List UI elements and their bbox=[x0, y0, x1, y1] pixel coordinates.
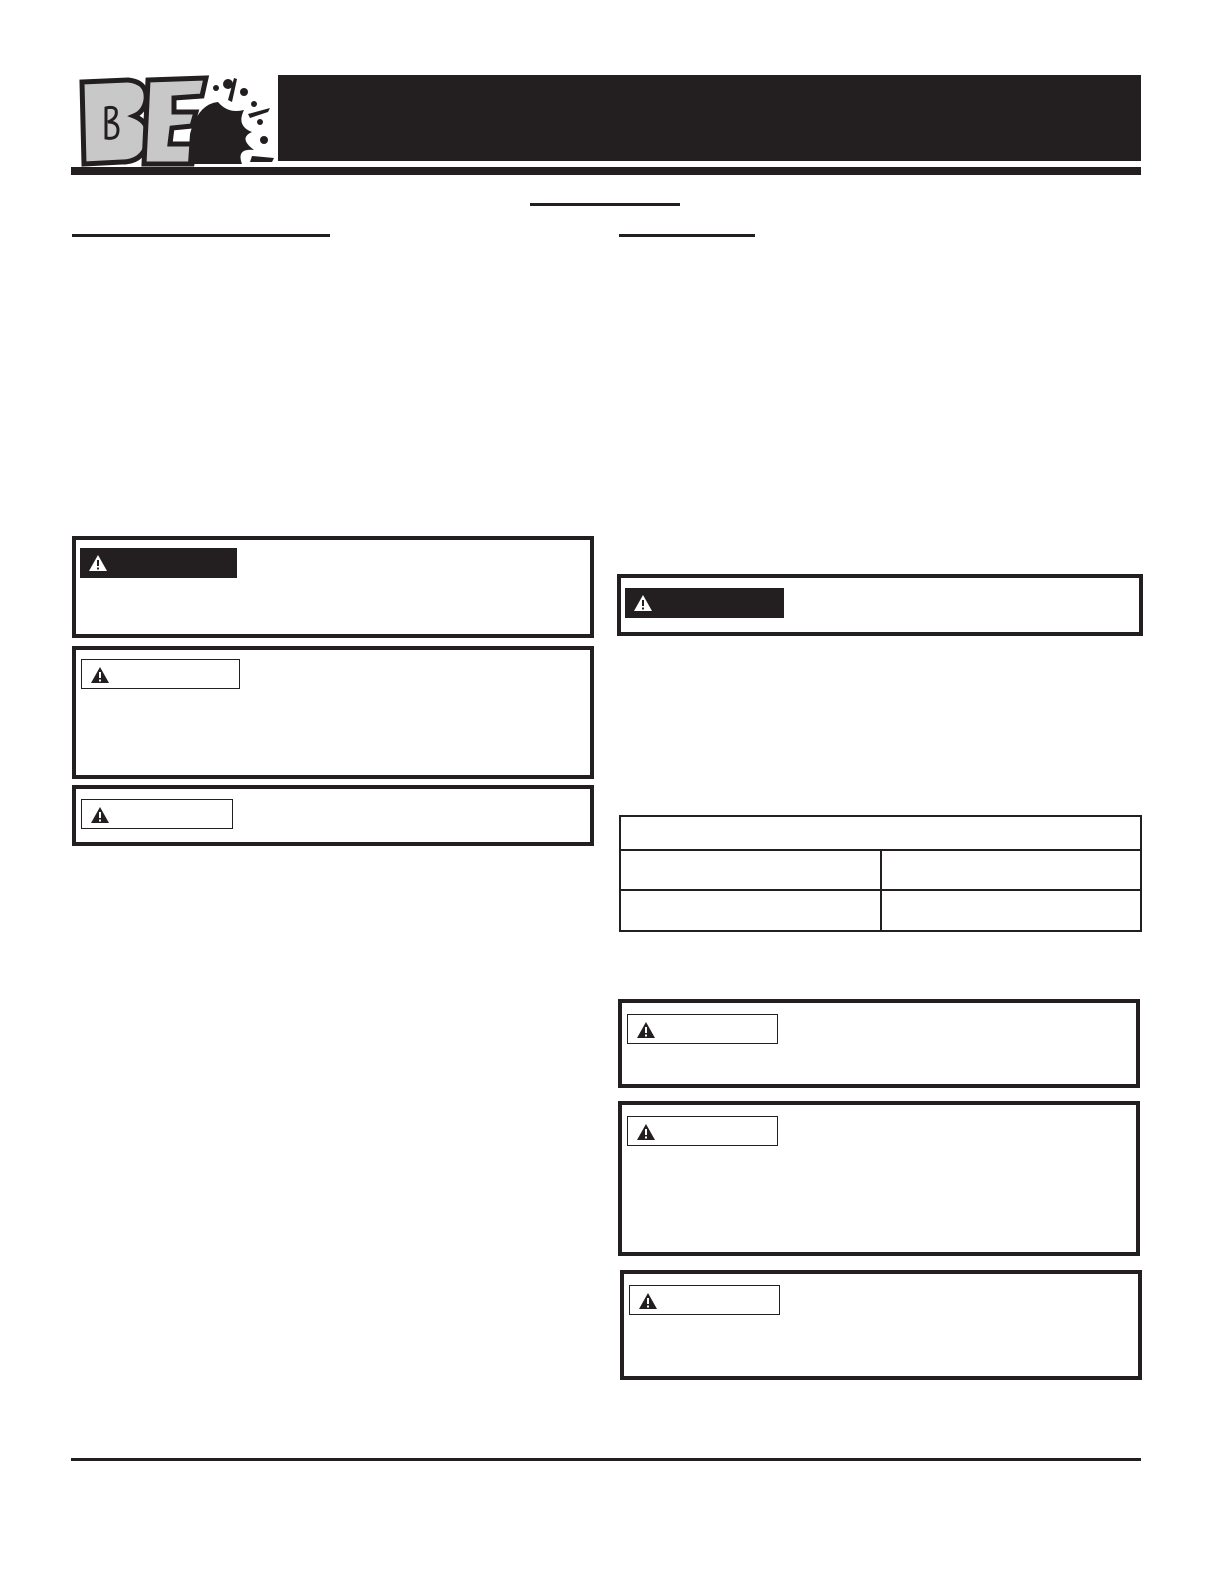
brand-logo bbox=[78, 74, 278, 168]
warning-triangle-icon bbox=[90, 666, 110, 684]
left-heading-underline bbox=[72, 234, 330, 237]
header-divider bbox=[71, 167, 1141, 175]
caution-signal-tag bbox=[627, 1116, 778, 1146]
caution-box bbox=[618, 1101, 1140, 1256]
warning-triangle-icon bbox=[636, 1123, 656, 1141]
caution-box bbox=[618, 999, 1140, 1088]
right-heading-underline bbox=[619, 234, 755, 237]
spec-table bbox=[619, 815, 1142, 932]
warning-box bbox=[617, 574, 1143, 636]
caution-signal-tag bbox=[629, 1285, 780, 1315]
table-column-divider bbox=[880, 850, 882, 930]
warning-signal-tag bbox=[80, 548, 237, 578]
warning-triangle-icon bbox=[90, 806, 110, 824]
caution-box bbox=[72, 646, 594, 779]
header-title-bar bbox=[278, 75, 1141, 161]
warning-triangle-icon bbox=[636, 1021, 656, 1039]
warning-triangle-icon bbox=[88, 554, 108, 572]
warning-signal-tag bbox=[625, 588, 784, 618]
caution-signal-tag bbox=[81, 799, 233, 829]
warning-triangle-icon bbox=[633, 594, 653, 612]
footer-divider bbox=[71, 1458, 1141, 1461]
caution-box bbox=[620, 1270, 1142, 1380]
caution-box bbox=[72, 785, 594, 846]
warning-triangle-icon bbox=[638, 1292, 658, 1310]
caution-signal-tag bbox=[627, 1014, 778, 1044]
caution-signal-tag bbox=[81, 659, 240, 689]
section-title-underline bbox=[530, 203, 680, 206]
warning-box bbox=[72, 536, 594, 638]
